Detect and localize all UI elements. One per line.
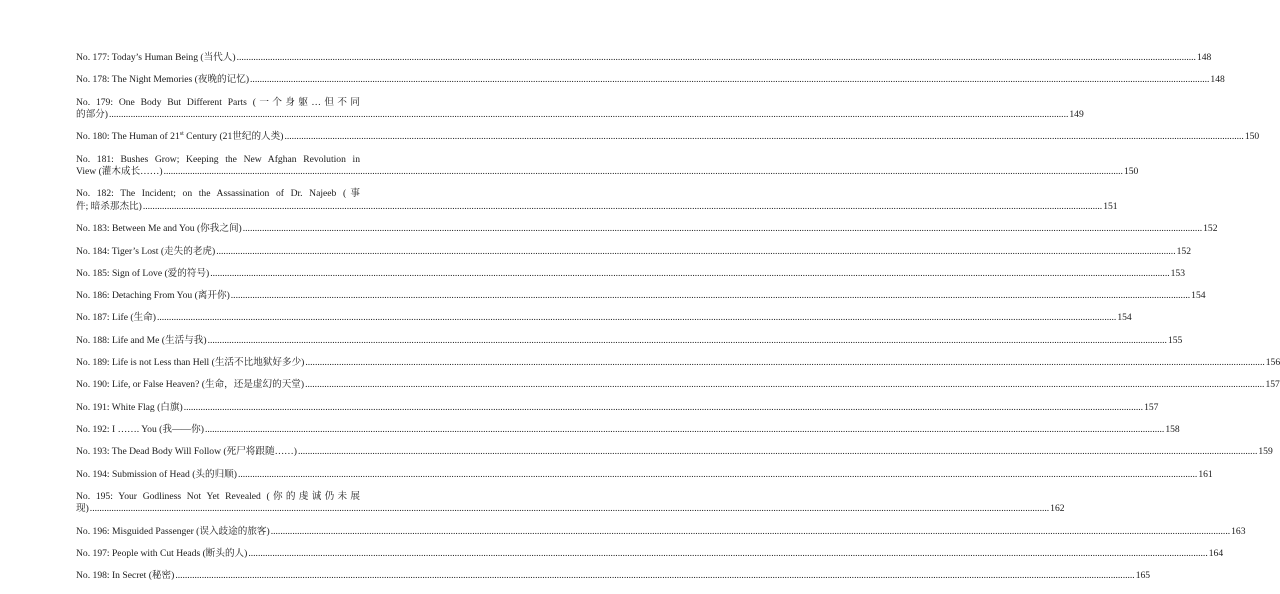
toc-entry-title-part: No. 180: The Human of 21 xyxy=(76,131,180,143)
dot-leader: ................................................................................................................................................................................................................................................................................................................................................................................................................ xyxy=(175,570,1135,582)
toc-entry xyxy=(76,131,1260,144)
dot-leader: ................................................................................................................................................................................................................................................................................................................................................................................................................ xyxy=(210,267,1170,279)
page-number: 148 xyxy=(1210,74,1225,86)
page-number: 150 xyxy=(1123,166,1139,178)
page-number: 151 xyxy=(1103,200,1118,212)
toc-entry xyxy=(76,490,1065,516)
page-number: 153 xyxy=(1170,267,1186,279)
page-number: 162 xyxy=(1050,503,1065,515)
dot-leader: ................................................................................................................................................................................................................................................................................................................................................................................................................ xyxy=(248,547,1208,559)
toc-entry xyxy=(76,312,1132,325)
dot-leader: ................................................................................................................................................................................................................................................................................................................................................................................................................ xyxy=(250,74,1210,86)
toc-entry-title-line: No. 181: Bushes Grow; Keeping the New Afghan Revolution in xyxy=(76,153,360,165)
page-number: 165 xyxy=(1135,570,1151,582)
page-number: 161 xyxy=(1198,468,1213,480)
toc-entry-title: No. 187: Life (生命) xyxy=(76,312,156,324)
toc-entry-title: No. 189: Life is not Less than Hell (生活不比地狱好多少) xyxy=(76,357,305,369)
toc-entry-title: 现) xyxy=(76,503,89,515)
toc-entry-title-part: Century (21世纪的人类) xyxy=(183,131,284,143)
dot-leader: ................................................................................................................................................................................................................................................................................................................................................................................................................ xyxy=(89,503,1050,515)
page-number: 157 xyxy=(1144,401,1159,413)
dot-leader: ................................................................................................................................................................................................................................................................................................................................................................................................................ xyxy=(216,245,1176,257)
toc-entry-title: 的部分) xyxy=(76,109,108,121)
toc-entry-title: No. 196: Misguided Passenger (误入歧途的旅客) xyxy=(76,525,270,537)
toc-entry xyxy=(76,290,1206,303)
toc-entry-title xyxy=(76,131,283,144)
dot-leader: ................................................................................................................................................................................................................................................................................................................................................................................................................ xyxy=(270,525,1231,537)
dot-leader: ................................................................................................................................................................................................................................................................................................................................................................................................................ xyxy=(204,423,1165,435)
dot-leader: ................................................................................................................................................................................................................................................................................................................................................................................................................ xyxy=(284,131,1244,143)
toc-entry xyxy=(76,357,1280,370)
toc-entry xyxy=(76,96,1084,122)
dot-leader: ................................................................................................................................................................................................................................................................................................................................................................................................................ xyxy=(230,290,1191,302)
dot-leader: ................................................................................................................................................................................................................................................................................................................................................................................................................ xyxy=(242,223,1203,235)
toc-entry xyxy=(76,334,1183,348)
dot-leader: ................................................................................................................................................................................................................................................................................................................................................................................................................ xyxy=(297,446,1258,458)
dot-leader: ................................................................................................................................................................................................................................................................................................................................................................................................................ xyxy=(108,109,1069,121)
toc-entry xyxy=(76,379,1280,392)
toc-entry xyxy=(76,223,1218,236)
toc-entry-title: No. 178: The Night Memories (夜晚的记忆) xyxy=(76,74,250,86)
page-number: 152 xyxy=(1176,245,1191,257)
toc-entry xyxy=(76,547,1224,561)
toc-entry-title: No. 191: White Flag (白旗) xyxy=(76,401,183,413)
toc-entry xyxy=(76,446,1273,459)
toc-entry-title: No. 197: People with Cut Heads (断头的人) xyxy=(76,547,248,559)
toc-entry xyxy=(76,153,1139,179)
toc-entry-title: No. 198: In Secret (秘密) xyxy=(76,570,175,582)
toc-entry-title: No. 188: Life and Me (生活与我) xyxy=(76,334,207,346)
toc-entry-title-line: No. 195: Your Godliness Not Yet Revealed (你的虔诚仍未展 xyxy=(76,490,360,502)
page-number: 149 xyxy=(1069,109,1084,121)
toc-entry-title: View (灌木成长……) xyxy=(76,166,163,178)
toc-entry-title: No. 193: The Dead Body Will Follow (死尸将跟随……) xyxy=(76,446,297,458)
toc-entry-title: No. 177: Today’s Human Being (当代人) xyxy=(76,52,236,63)
page-number: 158 xyxy=(1165,423,1180,435)
toc-entry xyxy=(76,74,1225,87)
dot-leader: ................................................................................................................................................................................................................................................................................................................................................................................................................ xyxy=(305,357,1265,369)
page-number: 159 xyxy=(1258,446,1273,458)
toc-entry-title: 件; 暗杀那杰比) xyxy=(76,200,142,212)
toc-entry-title-line: No. 179: One Body But Different Parts (一个身躯…但不同 xyxy=(76,96,360,108)
page-number: 156 xyxy=(1265,357,1280,369)
dot-leader: ................................................................................................................................................................................................................................................................................................................................................................................................................ xyxy=(305,379,1265,391)
toc-entry-title: No. 185: Sign of Love (爱的符号) xyxy=(76,267,210,279)
page-number: 150 xyxy=(1244,131,1260,143)
dot-leader: ................................................................................................................................................................................................................................................................................................................................................................................................................ xyxy=(142,200,1103,212)
page-number: 155 xyxy=(1167,334,1183,346)
toc-entry-title: No. 183: Between Me and You (你我之间) xyxy=(76,223,242,235)
page-number: 154 xyxy=(1191,290,1206,302)
page-number: 148 xyxy=(1196,52,1212,63)
toc-entry xyxy=(76,245,1191,259)
page-number: 163 xyxy=(1231,525,1246,537)
toc-entry-title: No. 192: I ……. You (我——你) xyxy=(76,423,204,435)
dot-leader: ................................................................................................................................................................................................................................................................................................................................................................................................................ xyxy=(236,52,1196,63)
page-number: 164 xyxy=(1208,547,1224,559)
toc-entry-title: No. 184: Tiger’s Lost (走失的老虎) xyxy=(76,245,216,257)
dot-leader: ................................................................................................................................................................................................................................................................................................................................................................................................................ xyxy=(163,166,1123,178)
dot-leader: ................................................................................................................................................................................................................................................................................................................................................................................................................ xyxy=(156,312,1117,324)
toc-entry xyxy=(76,401,1159,415)
toc-entry xyxy=(76,188,1118,213)
page-number: 152 xyxy=(1203,223,1218,235)
toc-entry-title: No. 190: Life, or False Heaven? (生命，还是虚幻的天堂) xyxy=(76,379,305,391)
toc-entry xyxy=(76,423,1180,437)
dot-leader: ................................................................................................................................................................................................................................................................................................................................................................................................................ xyxy=(207,334,1167,346)
toc-entry xyxy=(76,468,1213,482)
toc-entry xyxy=(76,52,1212,65)
page-number: 154 xyxy=(1117,312,1132,324)
toc-entry xyxy=(76,267,1186,281)
toc-entry-title-line: No. 182: The Incident; on the Assassination of Dr. Najeeb (事 xyxy=(76,188,360,200)
toc-entry-superscript: st xyxy=(179,131,184,138)
toc-entry-title: No. 186: Detaching From You (离开你) xyxy=(76,290,230,302)
toc-entry xyxy=(76,525,1246,539)
table-of-contents xyxy=(76,52,1280,593)
page-number: 157 xyxy=(1265,379,1280,391)
dot-leader: ................................................................................................................................................................................................................................................................................................................................................................................................................ xyxy=(183,401,1144,413)
toc-entry-title: No. 194: Submission of Head (头的归顺) xyxy=(76,468,237,480)
toc-entry xyxy=(76,570,1151,583)
dot-leader: ................................................................................................................................................................................................................................................................................................................................................................................................................ xyxy=(237,468,1198,480)
